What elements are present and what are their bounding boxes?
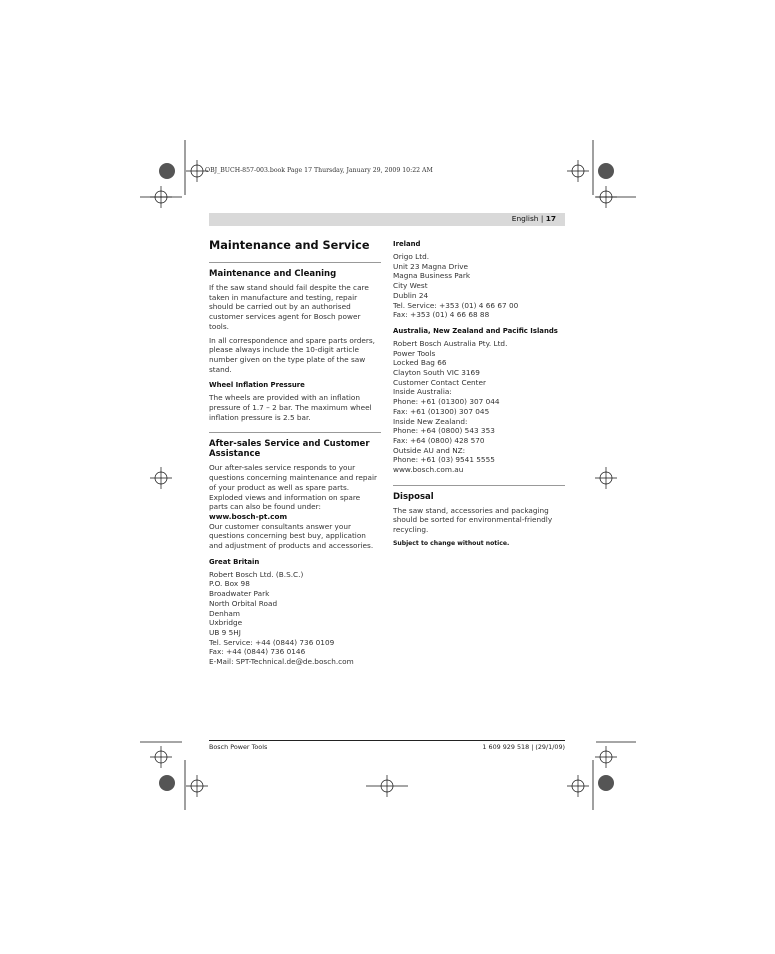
maintenance-paragraph-1: If the saw stand should fail despite the care taken in manufacture and testing, repair should be carried out by an authorised customer services agent for Bosch power tools.: [209, 283, 369, 331]
registration-target-icon: [595, 186, 617, 208]
registration-target-icon: [186, 775, 208, 797]
change-notice: Subject to change without notice.: [393, 539, 510, 547]
address-line: Fax: +44 (0844) 736 0146: [209, 647, 306, 657]
address-line: Fax: +61 (01300) 307 045: [393, 406, 490, 416]
email-line: E-Mail: SPT-Technical.de@de.bosch.com: [209, 657, 354, 667]
footer-brand: Bosch Power Tools: [209, 743, 268, 751]
registration-target-icon: [567, 160, 589, 182]
address-line: Broadwater Park: [209, 589, 270, 599]
address-line: City West: [393, 281, 428, 291]
address-line: Robert Bosch Australia Pty. Ltd.: [393, 338, 508, 348]
gray-dot-icon: [159, 163, 175, 179]
address-line: Clayton South VIC 3169: [393, 368, 480, 378]
address-line: P.O. Box 98: [209, 579, 250, 589]
address-line: Denham: [209, 608, 240, 618]
address-line: Fax: +353 (01) 4 66 68 88: [393, 310, 490, 320]
wheel-pressure-heading: Wheel Inflation Pressure: [209, 381, 305, 390]
footer-doc-number: 1 609 929 518 | (29/1/09): [482, 743, 565, 751]
after-sales-heading: After-sales Service and Customer Assistance: [209, 432, 381, 459]
address-line: Inside Australia:: [393, 387, 452, 397]
address-line: Phone: +61 (01300) 307 044: [393, 397, 500, 407]
australia-website-link[interactable]: www.bosch.com.au: [393, 465, 464, 475]
address-line: Robert Bosch Ltd. (B.S.C.): [209, 569, 304, 579]
address-line: Outside AU and NZ:: [393, 445, 466, 455]
address-line: Customer Contact Center: [393, 377, 487, 387]
header-separator: |: [540, 214, 544, 223]
registration-target-icon: [595, 746, 617, 768]
address-line: Tel. Service: +353 (01) 4 66 67 00: [393, 300, 519, 310]
color-dots: [159, 163, 614, 791]
print-info: OBJ_BUCH-857-003.book Page 17 Thursday, January 29, 2009 10:22 AM: [205, 167, 433, 174]
disposal-paragraph: The saw stand, accessories and packaging should be sorted for environmental-friendly recycling.: [393, 505, 553, 535]
address-line: Phone: +61 (03) 9541 5555: [393, 455, 495, 465]
registration-target-icon: [366, 775, 408, 797]
australia-heading: Australia, New Zealand and Pacific Islands: [393, 326, 558, 335]
registration-target-icon: [186, 160, 208, 182]
page-title: Maintenance and Service: [209, 239, 370, 252]
great-britain-heading: Great Britain: [209, 557, 260, 566]
gray-dot-icon: [159, 775, 175, 791]
ireland-heading: Ireland: [393, 240, 421, 248]
address-line: Uxbridge: [209, 618, 243, 628]
after-sales-paragraph: Our after-sales service responds to your questions concerning maintenance and repair of your product as well as spare parts. Exploded views and information on spare parts can also be found under:: [209, 463, 377, 512]
address-line: Power Tools: [393, 348, 436, 358]
address-line: Origo Ltd.: [393, 252, 430, 261]
registration-target-icon: [595, 467, 617, 489]
address-line: Phone: +64 (0800) 543 353: [393, 426, 495, 436]
maintenance-paragraph-2: In all correspondence and spare parts orders, please always include the 10-digit article number given on the type plate of the saw stand.: [209, 335, 375, 374]
disposal-heading: Disposal: [393, 485, 565, 502]
page-number: 17: [545, 214, 556, 223]
consultants-paragraph: Our customer consultants answer your questions concerning best buy, application and adjustment of products and accessories.: [209, 521, 374, 551]
address-line: UB 9 5HJ: [209, 627, 241, 637]
registration-target-icon: [150, 746, 172, 768]
address-line: Inside New Zealand:: [393, 416, 468, 426]
gray-dot-icon: [598, 775, 614, 791]
maintenance-cleaning-heading: Maintenance and Cleaning: [209, 262, 381, 279]
registration-target-icon: [150, 467, 172, 489]
address-line: Locked Bag 66: [393, 358, 447, 368]
address-line: Unit 23 Magna Drive: [393, 261, 469, 271]
wheel-pressure-paragraph: The wheels are provided with an inflation pressure of 1.7 – 2 bar. The maximum wheel inflation pressure is 2.5 bar.: [209, 393, 372, 422]
address-line: North Orbital Road: [209, 598, 278, 608]
address-line: Magna Business Park: [393, 271, 471, 281]
bosch-website-link[interactable]: www.bosch-pt.com: [209, 511, 288, 521]
address-line: Tel. Service: +44 (0844) 736 0109: [209, 637, 335, 647]
registration-target-icon: [150, 186, 172, 208]
registration-target-icon: [567, 775, 589, 797]
gray-dot-icon: [598, 163, 614, 179]
header-language: English: [511, 214, 539, 223]
address-line: Fax: +64 (0800) 428 570: [393, 435, 485, 445]
address-line: Dublin 24: [393, 290, 429, 300]
